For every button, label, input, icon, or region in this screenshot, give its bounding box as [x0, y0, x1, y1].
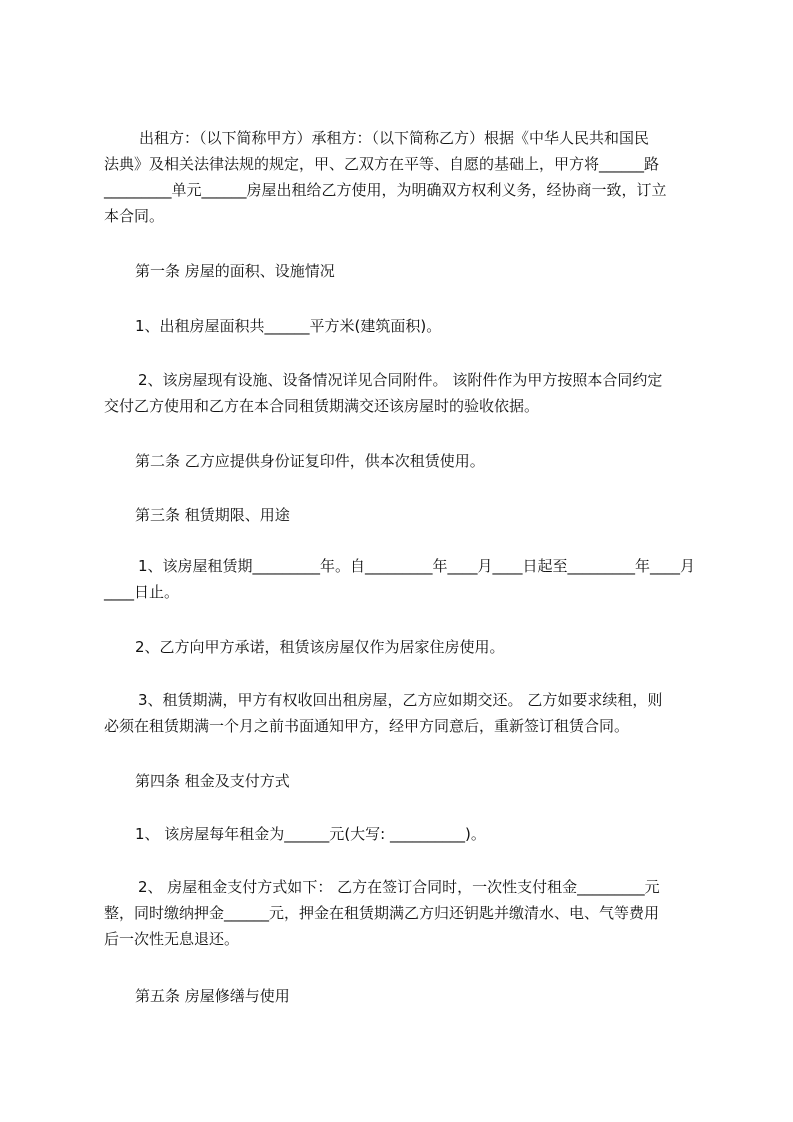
clause-line: 1、该房屋租赁期_________年。自_________年____月____日起至_________年____月 — [138, 557, 696, 575]
article5-heading — [104, 983, 710, 1009]
article-heading: 第二条 乙方应提供身份证复印件，供本次租赁使用。 — [135, 452, 485, 470]
article3-heading — [104, 502, 710, 528]
article1-item2 — [104, 367, 710, 419]
article2-heading — [104, 448, 710, 474]
clause-line: 2、乙方向甲方承诺，租赁该房屋仅作为居家住房使用。 — [135, 638, 505, 656]
article1-heading — [104, 258, 710, 284]
clause-line: 2、 房屋租金支付方式如下： 乙方在签订合同时，一次性支付租金_________元 — [138, 878, 660, 896]
article3-item2 — [104, 634, 710, 660]
clause-line: 1、 该房屋每年租金为______元(大写: __________)。 — [135, 825, 486, 843]
article-heading: 第三条 租赁期限、用途 — [135, 506, 290, 524]
article3-item3 — [104, 687, 710, 739]
intro-paragraph — [104, 125, 710, 229]
clause-line: 整，同时缴纳押金______元，押金在租赁期满乙方归还钥匙并缴清水、电、气等费用 — [104, 904, 660, 922]
intro-line: 出租方：（以下简称甲方）承租方：（以下简称乙方）根据《中华人民共和国民 — [139, 129, 650, 147]
intro-line: 法典》及相关法律法规的规定，甲、乙双方在平等、自愿的基础上，甲方将______路 — [104, 155, 660, 173]
clause-line: 2、该房屋现有设施、设备情况详见合同附件。 该附件作为甲方按照本合同约定 — [138, 371, 663, 389]
article-heading: 第一条 房屋的面积、设施情况 — [135, 262, 335, 280]
intro-line: _________单元______房屋出租给乙方使用，为明确双方权利义务，经协商一致，订立 — [104, 181, 667, 199]
clause-line: 交付乙方使用和乙方在本合同租赁期满交还该房屋时的验收依据。 — [104, 397, 540, 415]
article-heading: 第四条 租金及支付方式 — [135, 772, 290, 790]
article4-heading — [104, 768, 710, 794]
clause-line: ____日止。 — [104, 583, 180, 601]
article4-item2 — [104, 874, 710, 952]
clause-line: 必须在租赁期满一个月之前书面通知甲方，经甲方同意后，重新签订租赁合同。 — [104, 717, 630, 735]
clause-line: 后一次性无息退还。 — [104, 930, 240, 948]
article4-item1 — [104, 821, 710, 847]
article1-item1 — [104, 313, 710, 339]
clause-line: 1、出租房屋面积共______平方米(建筑面积)。 — [135, 317, 442, 335]
article-heading: 第五条 房屋修缮与使用 — [135, 987, 290, 1005]
intro-line: 本合同。 — [104, 207, 165, 225]
article3-item1 — [104, 553, 710, 605]
clause-line: 3、租赁期满，甲方有权收回出租房屋，乙方应如期交还。 乙方如要求续租，则 — [138, 691, 663, 709]
